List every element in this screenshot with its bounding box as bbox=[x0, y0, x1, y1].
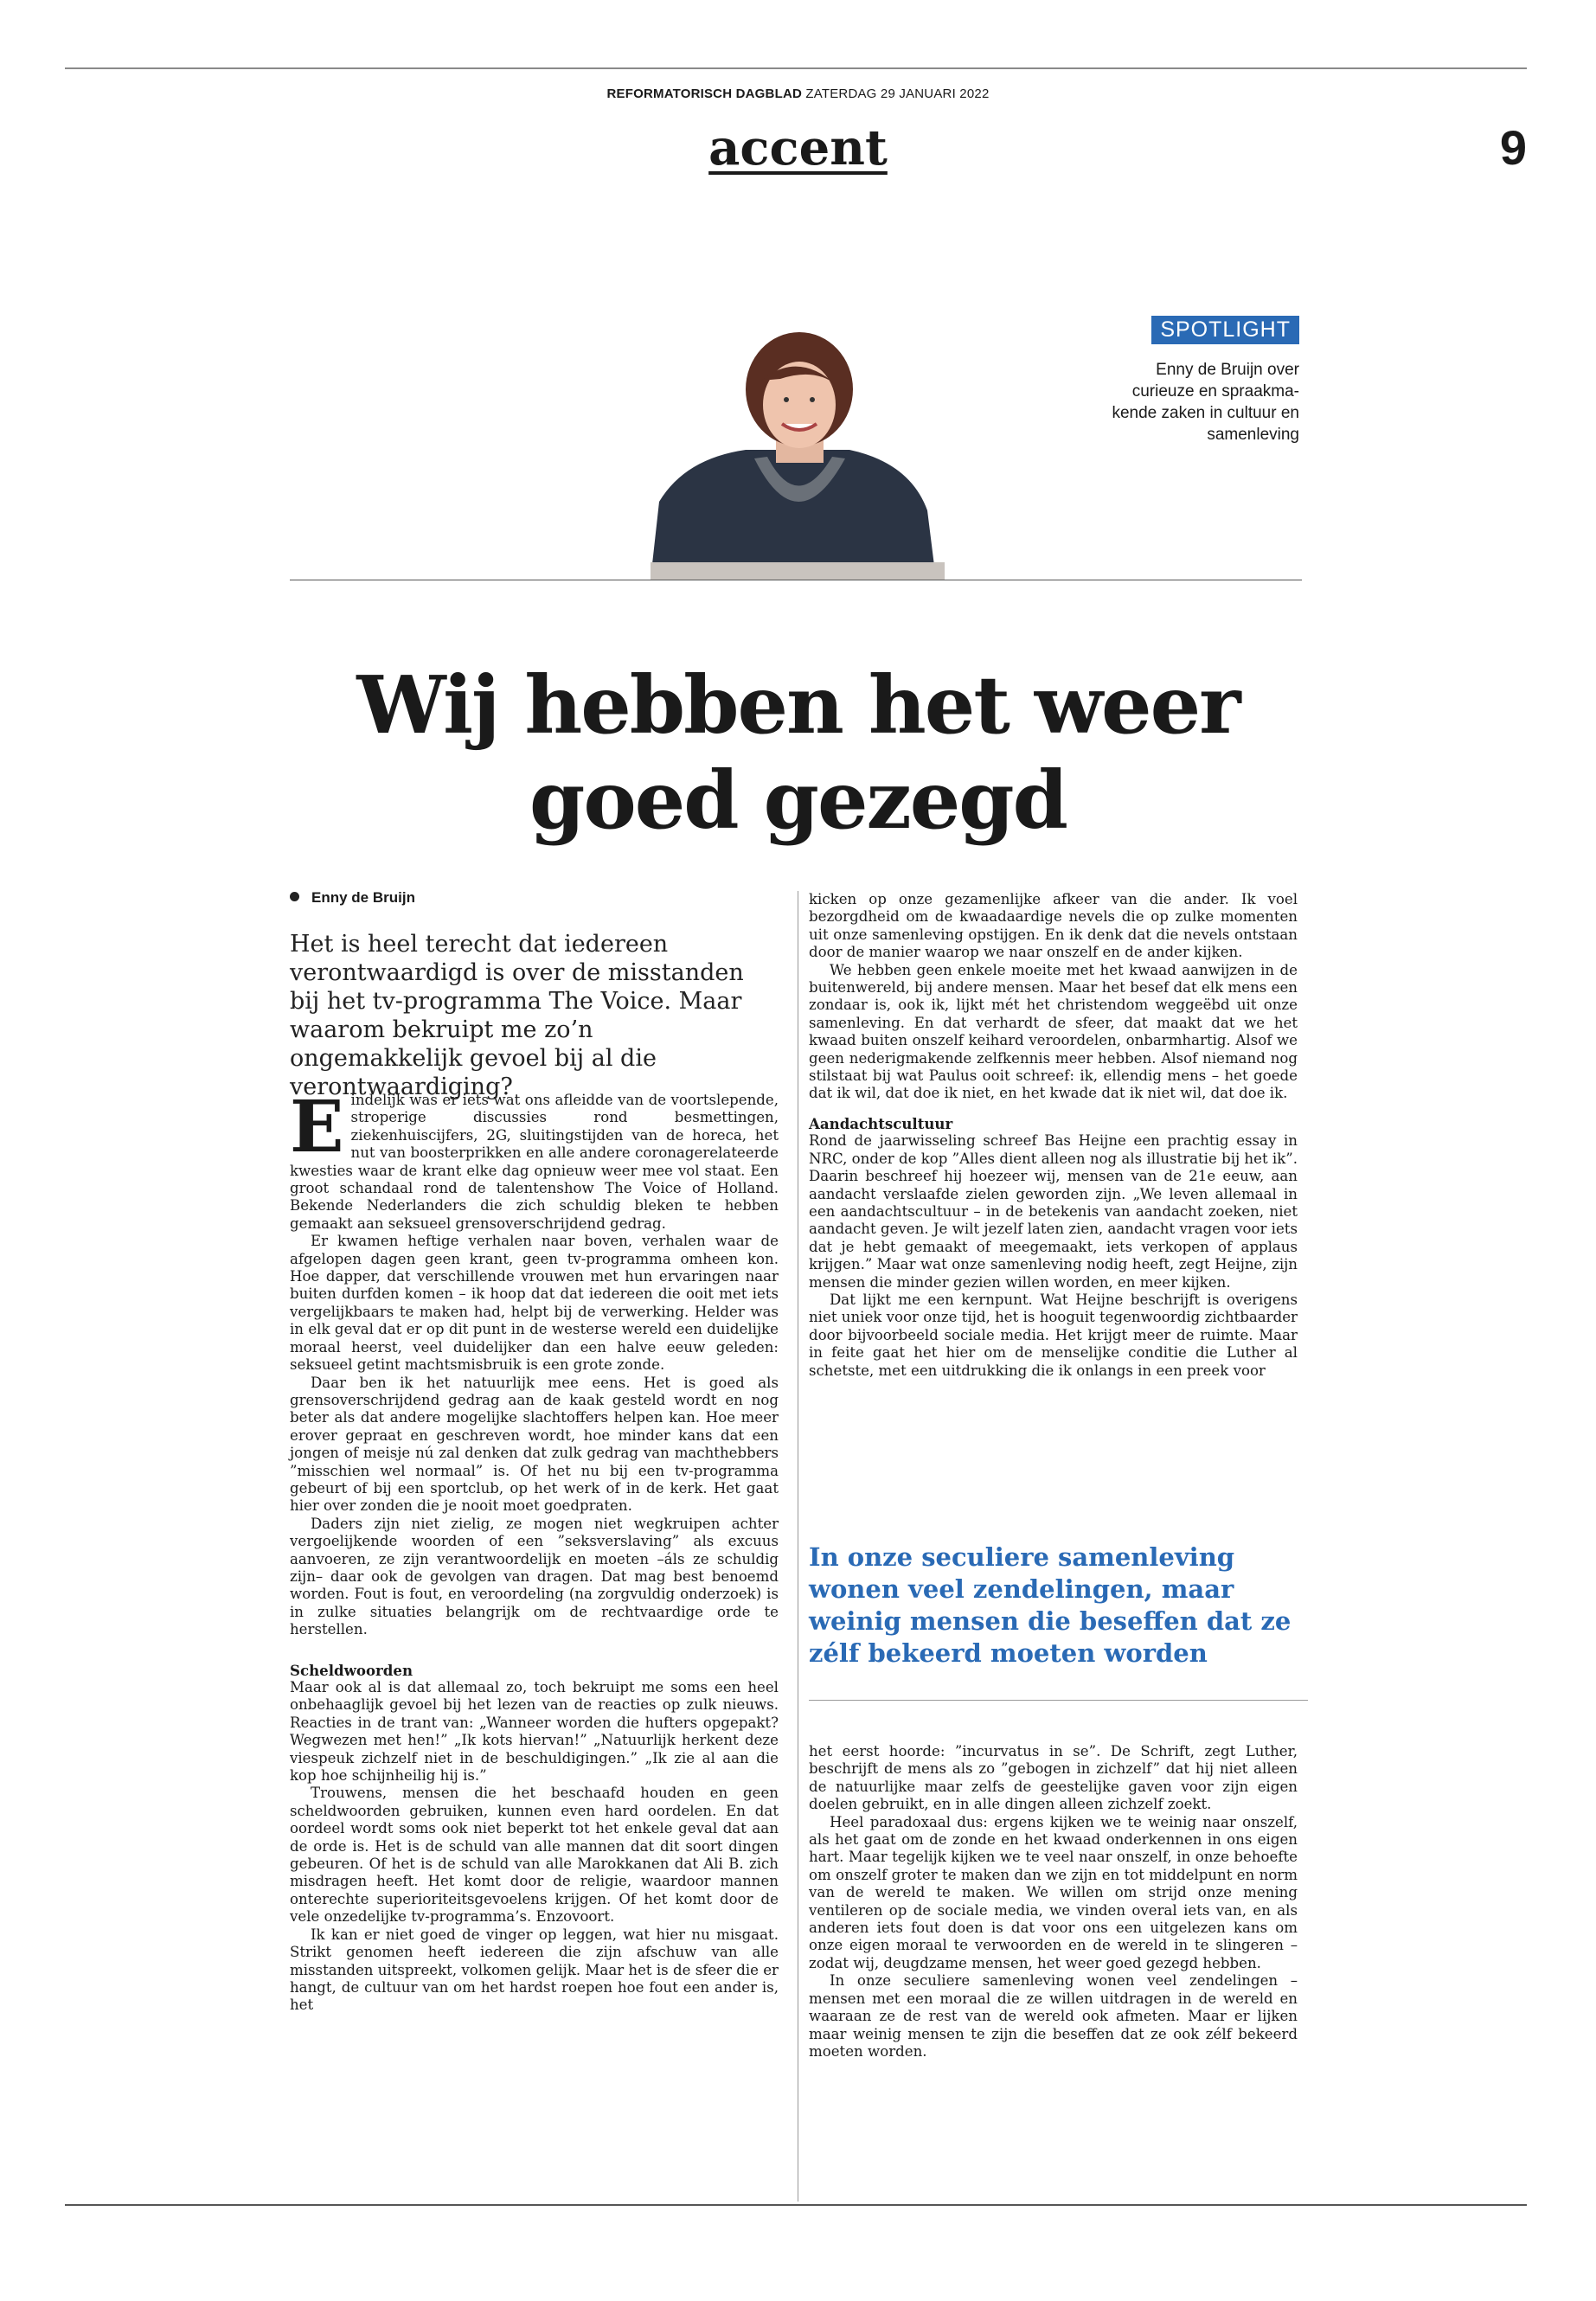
article-paragraph: Dat lijkt me een kernpunt. Wat Heijne beschrijft is overigens niet uniek voor onze tijd, het is hooguit tegenwoordig zichtbaarder door bijvoorbeeld sociale media. Het krijgt meer de ruimte. Maar in feite gaat het hier om de menselijke conditie die Luther al schetste, met een uitdrukking die ik onlangs in een preek voor bbox=[809, 1291, 1298, 1379]
article-paragraph: Maar ook al is dat allemaal zo, toch bekruipt me soms een heel onbehaaglijk gevoel bij het lezen van de reacties op zulk nieuws. Reacties in de trant van: „Wanneer worden die hufters opgepakt? Wegwezen met hen!” „Ik kots hiervan!” „Natuurlijk herkent deze viespeuk zichzelf niet in de beschuldigingen.” „Ik zie al aan die kop hoe schijnheilig hij is.” bbox=[290, 1679, 779, 1785]
top-rule bbox=[65, 67, 1527, 69]
spotlight-description: Enny de Bruijn over curieuze en spraakma-kende zaken in cultuur en samenleving bbox=[1112, 361, 1299, 444]
section-title: accent bbox=[708, 119, 888, 176]
article-paragraph: Ik kan er niet goed de vinger op leggen, wat hier nu misgaat. Strikt genomen heeft iedereen die zijn afschuw van alle misstanden uitspreekt, volkomen gelijk. Maar het is de sfeer die er hangt, de cultuur van om het hardst roepen hoe fout een ander is, het bbox=[290, 1926, 779, 2014]
article-paragraph: Rond de jaarwisseling schreef Bas Heijne een prachtig essay in NRC, onder de kop ”Alles dient alleen nog als illustratie bij het ik”. Daarin beschreef hij hoezeer wij, mensen van de 21e eeuw, aan aandacht verslaafde zielen geworden zijn. „We leven allemaal in een aandachtscultuur – in de betekenis van aandacht zoeken, niet aandacht geven. Je wilt jezelf laten zien, aandacht vragen voor iets dat je hebt gemaakt of meegemaakt, iets verkopen of applaus krijgen.” Maar wat onze samenleving nodig heeft, zegt Heijne, zijn mensen die minder gezien willen worden, en meer kijken. bbox=[809, 1132, 1298, 1291]
article-column-2-top bbox=[809, 891, 1298, 1380]
spotlight-label: SPOTLIGHT bbox=[1151, 316, 1299, 344]
portrait-illustration bbox=[651, 329, 945, 580]
author-portrait bbox=[651, 329, 945, 580]
headline-line-1: Wij hebben het weer bbox=[356, 658, 1240, 752]
masthead bbox=[0, 87, 1596, 101]
byline bbox=[290, 889, 415, 907]
subheading-aandachtscultuur: Aandachtscultuur bbox=[809, 1114, 953, 1132]
page-number: 9 bbox=[1499, 120, 1527, 175]
article-paragraph: kicken op onze gezamenlijke afkeer van die ander. Ik voel bezorgdheid om de kwaadaardige nevels die op zulke momenten uit onze samenleving opstijgen. En ik denk dat die nevels ontstaan door de manier waarop we naar onszelf en de ander kijken. bbox=[809, 891, 1298, 961]
article-paragraph: Trouwens, mensen die het beschaafd houden en geen scheldwoorden gebruiken, kunnen even hard oordelen. En dat oordeel wordt soms ook niet beperkt tot het enkele geval dat aan de orde is. Het is de schuld van alle mannen dat dit soort dingen gebeuren. Of het is de schuld van alle Marokkanen dat Ali B. zich misdragen heeft. Het komt door de religie, waardoor mannen onterechte superioriteitsgevoelens krijgen. Of het komt door de vele onzedelijke tv-programma’s. Enzovoort. bbox=[290, 1785, 779, 1926]
article-paragraph: Daar ben ik het natuurlijk mee eens. Het is goed als grensoverschrijdend gedrag aan de kaak gesteld wordt en nog beter als dat andere mogelijke slachtoffers helpen kan. Hoe meer erover gepraat en geschreven wordt, hoe minder kans dat een jongen of meisje nú zal denken dat zulk gedrag van machthebbers ”misschien wel normaal” is. Of het nu bij een tv-programma gebeurt of bij een sportclub, op het werk of in de kerk. Het gaat hier over zonden die je nooit moet goedpraten. bbox=[290, 1374, 779, 1515]
pull-quote: In onze seculiere samenleving wonen veel zendelingen, maar weinig mensen die beseffen dat ze zélf bekeerd moeten worden bbox=[809, 1542, 1292, 1668]
article-paragraph: Heel paradoxaal dus: ergens kijken we te weinig naar onszelf, als het gaat om de zonde en het kwaad onderkennen in ons eigen hart. Maar tegelijk kijken we te veel naar onszelf, in onze behoefte om onszelf groter te maken dan we zijn en tot middelpunt en norm van de wereld te maken. We willen om strijd onze mening ventileren op de sociale media, we vinden overal iets van, en als anderen iets fout doen is dat voor ons een uitgelezen kans om onze eigen moraal te verwoorden en de wereld in te slingeren – zodat wij, deugdzame mensen, het weer goed gezegd hebben. bbox=[809, 1813, 1298, 1971]
dropcap: E bbox=[290, 1086, 344, 1169]
article-paragraph: Daders zijn niet zielig, ze mogen niet wegkruipen achter vergoelijkende woorden of een ”seksverslaving” als excuus aanvoeren, ze zijn verantwoordelijk en moeten –áls ze schuldig zijn– daar ook de gevolgen van dragen. Dat mag best benoemd worden. Fout is fout, en veroordeling (na zorgvuldig onderzoek) is in zulke situaties belangrijk om de rechtvaardige orde te herstellen. bbox=[290, 1515, 779, 1638]
author-name: Enny de Bruijn bbox=[311, 889, 415, 906]
newspaper-name: REFORMATORISCH DAGBLAD bbox=[606, 87, 803, 101]
article-column-2-bottom bbox=[809, 1743, 1298, 2061]
intro-paragraph: Het is heel terecht dat iedereen verontwaardigd is over de misstanden bij het tv-programma The Voice. Maar waarom bekruipt me zo’n ongemakkelijk gevoel bij al die verontwaardiging? bbox=[290, 931, 744, 1100]
headline bbox=[0, 657, 1596, 848]
article-paragraph: In onze seculiere samenleving wonen veel zendelingen – mensen met een moraal die ze willen uitdragen in de wereld en waaraan ze de rest van de wereld ook afmeten. Maar er lijken maar weinig mensen te zijn die beseffen dat ze ook zélf bekeerd moeten worden. bbox=[809, 1972, 1298, 2060]
article-paragraph: Eindelijk was er iets wat ons afleidde van de voortslepende, stroperige discussies rond besmettingen, ziekenhuiscijfers, 2G, sluitingstijden van de horeca, het nut van boosterprikken en alle andere coronagerelateerde kwesties waar de krant elke dag opnieuw weer mee vol staat. Een groot schandaal rond de talentenshow The Voice of Holland. Bekende Nederlanders die zich schuldig bleken te hebben gemaakt aan seksueel grensoverschrijdend gedrag. bbox=[290, 1086, 779, 1232]
article-paragraph: We hebben geen enkele moeite met het kwaad aanwijzen in de buitenwereld, bij andere mensen. Maar het besef dat elk mens een zondaar is, ook ik, lijkt mét het christendom weggeëbd uit onze samenleving. En dat verhardt de sfeer, dat maakt dat we het kwaad buiten onszelf keihard veroordelen, onbarmhartig. Alsof we geen nederigmakende zelfkennis meer hebben. Alsof niemand nog stilstaat bij wat Paulus ooit schreef: ik, ellendig mens – het goede dat ik wil, dat doe ik niet, en het kwade dat ik niet wil, dat doe ik. bbox=[809, 961, 1298, 1102]
article-column-1 bbox=[290, 1086, 779, 2015]
quote-rule bbox=[809, 1700, 1308, 1701]
subheading-scheldwoorden: Scheldwoorden bbox=[290, 1661, 413, 1679]
bottom-rule bbox=[65, 2204, 1527, 2206]
headline-line-2: goed gezegd bbox=[529, 753, 1067, 847]
bullet-icon bbox=[290, 892, 299, 901]
issue-date: ZATERDAG 29 JANUARI 2022 bbox=[805, 87, 990, 101]
article-paragraph: het eerst hoorde: ”incurvatus in se”. De Schrift, zegt Luther, beschrijft de mens als zo ”gebogen in zichzelf” dat hij niet alleen de natuurlijke maar zelfs de geestelijke gaven voor zijn eigen doelen gebruikt, en in alle dingen alleen zichzelf zoekt. bbox=[809, 1743, 1298, 1813]
article-paragraph: Er kwamen heftige verhalen naar boven, verhalen waar de afgelopen dagen geen krant, geen tv-programma omheen kon. Hoe dapper, dat verschillende vrouwen met hun ervaringen naar buiten durfden komen – ik hoop dat dat iedereen die ooit met iets vergelijkbaars te maken had, helpt bij de verwerking. Helder was in elk geval dat er op dit punt in de westerse wereld een duidelijke moraal heerst, veel duidelijker dan een halve eeuw geleden: seksueel getint machtsmisbruik is een grote zonde. bbox=[290, 1233, 779, 1374]
